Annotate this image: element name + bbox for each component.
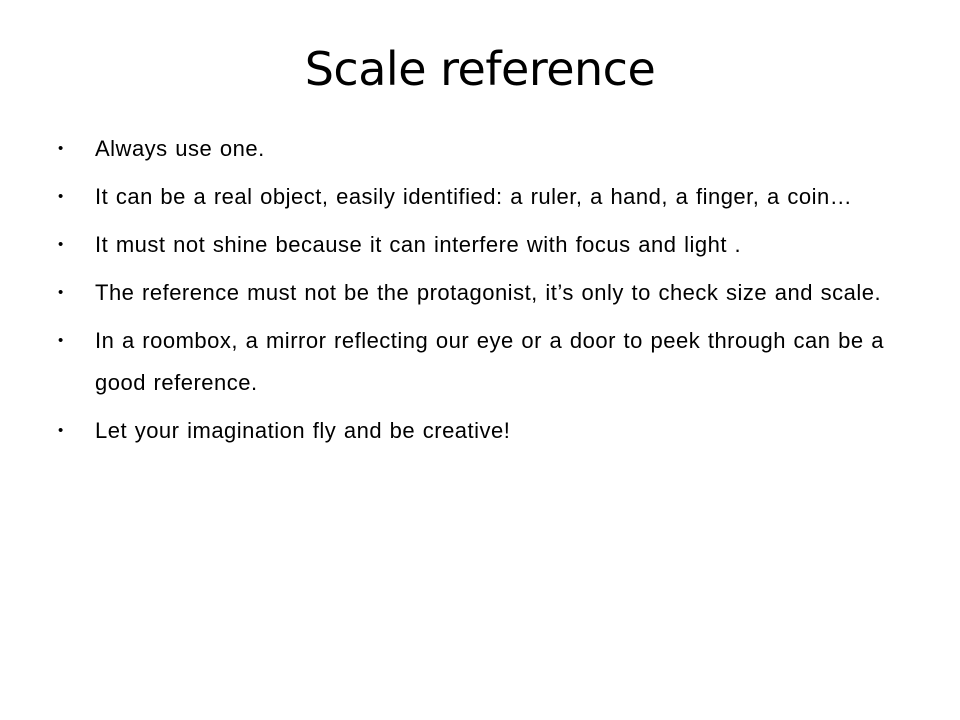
bullet-text: The reference must not be the protagonist, it’s only to check size and scale. [95,280,882,305]
bullet-item [58,320,908,404]
bullet-icon: • [58,188,64,205]
bullet-item [58,176,908,218]
bullet-icon: • [58,140,64,157]
bullet-item [58,272,908,314]
bullet-text: In a roombox, a mirror reflecting our eye or a door to peek through can be a good reference. [95,328,884,395]
bullet-item [58,410,908,452]
bullet-icon: • [58,236,64,253]
bullet-item [58,224,908,266]
bullet-text: Always use one. [95,136,265,161]
bullet-text: It can be a real object, easily identified: a ruler, a hand, a finger, a coin… [95,184,853,209]
bullet-icon: • [58,422,64,439]
bullet-icon: • [58,284,64,301]
bullet-text: It must not shine because it can interfere with focus and light . [95,232,742,257]
bullet-text: Let your imagination fly and be creative! [95,418,511,443]
bullet-icon: • [58,332,64,349]
bullet-list [58,128,908,458]
bullet-item [58,128,908,170]
slide-title: Scale reference [304,42,656,96]
